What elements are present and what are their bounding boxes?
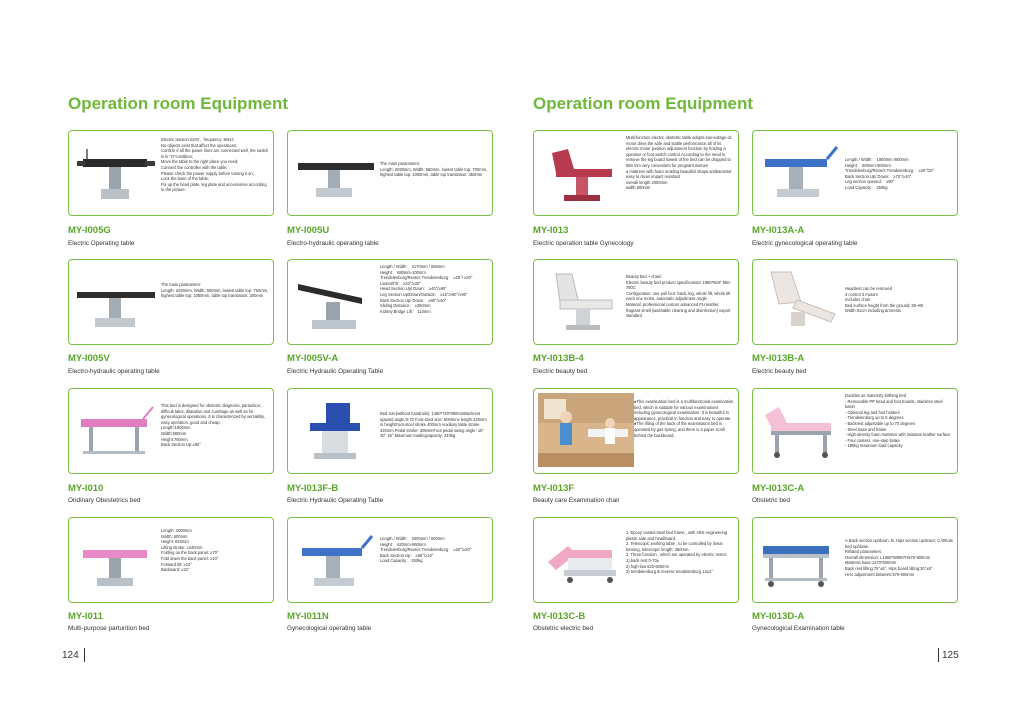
product-card [533, 259, 739, 345]
product-image-beauty-bed [538, 264, 624, 338]
product-card [68, 259, 274, 345]
product-image-operating-table [73, 264, 159, 338]
model-number: MY-I011 [68, 611, 103, 622]
product-image-obstetric-electric-bed [538, 522, 624, 596]
product-spec: Length: 2000mm Width: 600mm Height: 620mm Lifting stroke: ≥240mm Folding on the back panel: ≥70° Fold down the back panel: ≥10° Forward tilt: ≥10° Backward: ≥22° [161, 528, 219, 573]
product-name: Gynecological operating table [287, 625, 372, 632]
model-number: MY-I013B-A [752, 353, 805, 364]
product-spec: 1. Epoxy coated steel bed frame , with ABS engineering plastic side and headboard. 2. Telescopic working table , to be controlled by linear bearing, telescopic length: 350mm. 3. Three function , which are operated by electric motor: 1).back rest 0-70± 2) high-low 620-920mm 3) trendelenburg & reverse trendelenburg 12±2° [626, 530, 728, 575]
product-spec: Electric tension:220V、frequency :50Hz; No objects exist that affect the operations; Confirm if all the power lines are connected well, the switch is in "O"condition; Move the table to the right place you need; Connect the controller with the table; Please check the power supply before turning it on; Lock the base of the table; Fix up the head plate, leg plate and accessories according to the picture. [161, 137, 269, 193]
product-card [752, 259, 958, 345]
model-number: MY-I005U [287, 225, 330, 236]
product-spec: The main parameters: Length: 2030mm, Width: 550mm, lowest table top: 700mm, highest table top: 1000mm, table top translation: 350mm [380, 161, 488, 178]
product-card [752, 517, 958, 603]
product-spec: Length / Width： 1900mm /600mm Height： 600mm-900mm Trendelenburg/Revers Trendelenburg： ≥20°/20° Back Section Up/ Down： ≥70°/≥10° Leg section opened： ≥90° Load Capacity： 250kg [845, 157, 935, 190]
model-number: MY-I005G [68, 225, 111, 236]
product-spec: Bed size(without handrails): 1460*720*980mmBackrest upward angle:0-70 Foot-stool size: 500mmx length 225mm in heightFoot-stool stroke 400mm Auxiliary table stroke 420mm Pedal stroke: 305mmFoot pedal swing angle: 15° 30° 45° Maximum loadingcapacity: 240kg [380, 411, 487, 439]
catalog-page-right [512, 0, 1024, 724]
product-name: Electric Hydraulic Operating Table [287, 368, 384, 375]
product-card [68, 517, 274, 603]
product-spec: Length / Width： 2170mm / 555mm Height： 680mm-100mm Trendelenburg/Revers Trendelenburg： ≥25°/ ≥30° LateralTilt： ≥20°/≥20° Head Section Up/ Down： ≥40°/≥90° Leg Section Up/Down/Outside： ≥15°/≥90°/≥90° Back Section Up/ Down： ≥80°/≥40° Sliding Distance： ≥350mm Kidney Bridge Lift： 110mm [380, 264, 473, 314]
product-name: Obstetric electric bed [533, 625, 594, 632]
page-number-divider [938, 648, 939, 662]
product-image-operating-table [292, 264, 378, 338]
product-name: Oridinary Obestetrics bed [68, 497, 141, 504]
product-card [287, 130, 493, 216]
product-image-operating-table [73, 135, 159, 209]
product-name: Electric beauty bed [752, 368, 807, 375]
product-name: Electro-hydraulic operating table [68, 368, 160, 375]
product-name: Beauty care Examination chair [533, 497, 620, 504]
product-name: Electric Operating table [68, 240, 135, 247]
product-spec: A.Back section up/down. B. Hips section up/down; C.Whole bed up/down Related parameters: Overall dimension: L1860*W850*H570-900mm Mattress base:1470*600mm Back rest lifting:75°±5°, Hips board tilting:30°±5° Hi-lo adjustment between:570-900mm [845, 538, 953, 577]
page-heading: Operation room Equipment [533, 94, 754, 113]
product-image-gynecological-table [757, 135, 843, 209]
product-spec: ●This examination bed is a multifunctional examination bed, which is suitable for various examinations including gynecological examination. It is beautiful in appearance, practical in function and easy to operate. ●The lifting of the back of the examination bed is operated by gas spring, and there is a paper scroll behind the backboard. [634, 399, 734, 438]
page-heading: Operation room Equipment [68, 94, 289, 113]
product-spec: This bed is designed for obstetric diagnosis, parturition, difficult labor, dilatation and curettage as well as for gynecological operations. It is characterized by versatility, easy operation, good and cheap. Length:1900mm Width:660mm Height:750mm Back Section Up:≥80° [161, 403, 265, 448]
product-image-gynecological-table [292, 522, 378, 596]
page-number-divider [84, 648, 85, 662]
product-image-obstetric-bed [757, 393, 843, 467]
product-spec: Doubles as maternity birthing bed - Removable PP head and foot boards, stainless steel basin - Optional leg and foot holders - Trendelenburg up to 5 degrees - Backrest adjustable up to 70 degrees - Steel base and frame - High-density foam mattress with imitation leather surface - Four casters, one-step brake - 180kg maximum load capacity [845, 393, 951, 449]
model-number: MY-I011N [287, 611, 329, 622]
model-number: MY-I013B-4 [533, 353, 584, 364]
model-number: MY-I005V-A [287, 353, 339, 364]
page-number: 125 [942, 650, 959, 661]
product-image-operating-table [292, 135, 378, 209]
page-number: 124 [62, 650, 79, 661]
product-name: Electric gynecological operating table [752, 240, 858, 247]
product-card [287, 259, 493, 345]
product-card [68, 130, 274, 216]
product-spec: Multi-function electric obstetric table adopts low-voltage dc motor drive,the safe and stable performance.all of its electric motor position adjustment function by holding a operator or foot switch control.According to the need to remove the leg board lowest of the bed can be dropped to 550 mm very convenient for pregnant women a mattress with foam molding beautiful shape,antibacterial easy to clean impact resistant overall length 2000mm width 600mm [626, 135, 732, 191]
product-name: Electric operation table Gynecology [533, 240, 634, 247]
model-number: MY-I013F [533, 483, 575, 494]
product-spec: Beauty bed + chair/ Electric beauty bed product specifications 1950*650* 550-780C Configuration: one pull four: back, leg, whole lift, whole tilt each one motor, automatic adjustment Angle Material: professional custom advanced PU leather, fragrant smell (washable cleaning and disinfection) export standard [626, 274, 731, 319]
product-card [287, 388, 493, 474]
model-number: MY-I010 [68, 483, 104, 494]
product-image-beauty-bed [757, 264, 843, 338]
product-card [533, 130, 739, 216]
model-number: MY-I013C-B [533, 611, 586, 622]
product-image-examination-chair-photo [538, 393, 634, 467]
product-card [533, 388, 739, 474]
product-name: Electric beauty bed [533, 368, 588, 375]
model-number: MY-I005V [68, 353, 110, 364]
product-spec: Length / Width： 2000mm / 600mm Height： 620mm-860mm Trendelenburg/Revers Trendelenburg： ≥20°/≥20° Back Section Up： ≥65°/≥10° Load Capacity： 250kg [380, 536, 472, 564]
product-image-gynecology-table [538, 135, 624, 209]
product-card [68, 388, 274, 474]
product-spec: The main parameters: Length: 2020mm, Width: 500mm, lowest table top: 750mm, highest table top: 1050mm, table top translation: 300mm [161, 282, 269, 299]
product-image-operating-table [292, 393, 378, 467]
product-card [287, 517, 493, 603]
product-spec: Headrest can be removed 3 control 3 motors Includes chair Bed surface height from the ground: 60~88 Width 81cm including armrests [845, 286, 923, 314]
product-image-examination-table [757, 522, 843, 596]
model-number: MY-I013D-A [752, 611, 805, 622]
product-name: Obstetric bed [752, 497, 791, 504]
model-number: MY-I013 [533, 225, 569, 236]
product-card [752, 130, 958, 216]
model-number: MY-I013A-A [752, 225, 805, 236]
product-image-obstetrics-bed [73, 393, 159, 467]
product-card [752, 388, 958, 474]
model-number: MY-I013F-B [287, 483, 339, 494]
product-card [533, 517, 739, 603]
product-name: Electro-hydraulic operating table [287, 240, 379, 247]
product-image-parturition-bed [73, 522, 159, 596]
model-number: MY-I013C-A [752, 483, 805, 494]
product-name: Gynecological Examination table [752, 625, 845, 632]
product-name: Electric Hydraulic Operating Table [287, 497, 384, 504]
product-name: Multi-purpose parturition bed [68, 625, 150, 632]
